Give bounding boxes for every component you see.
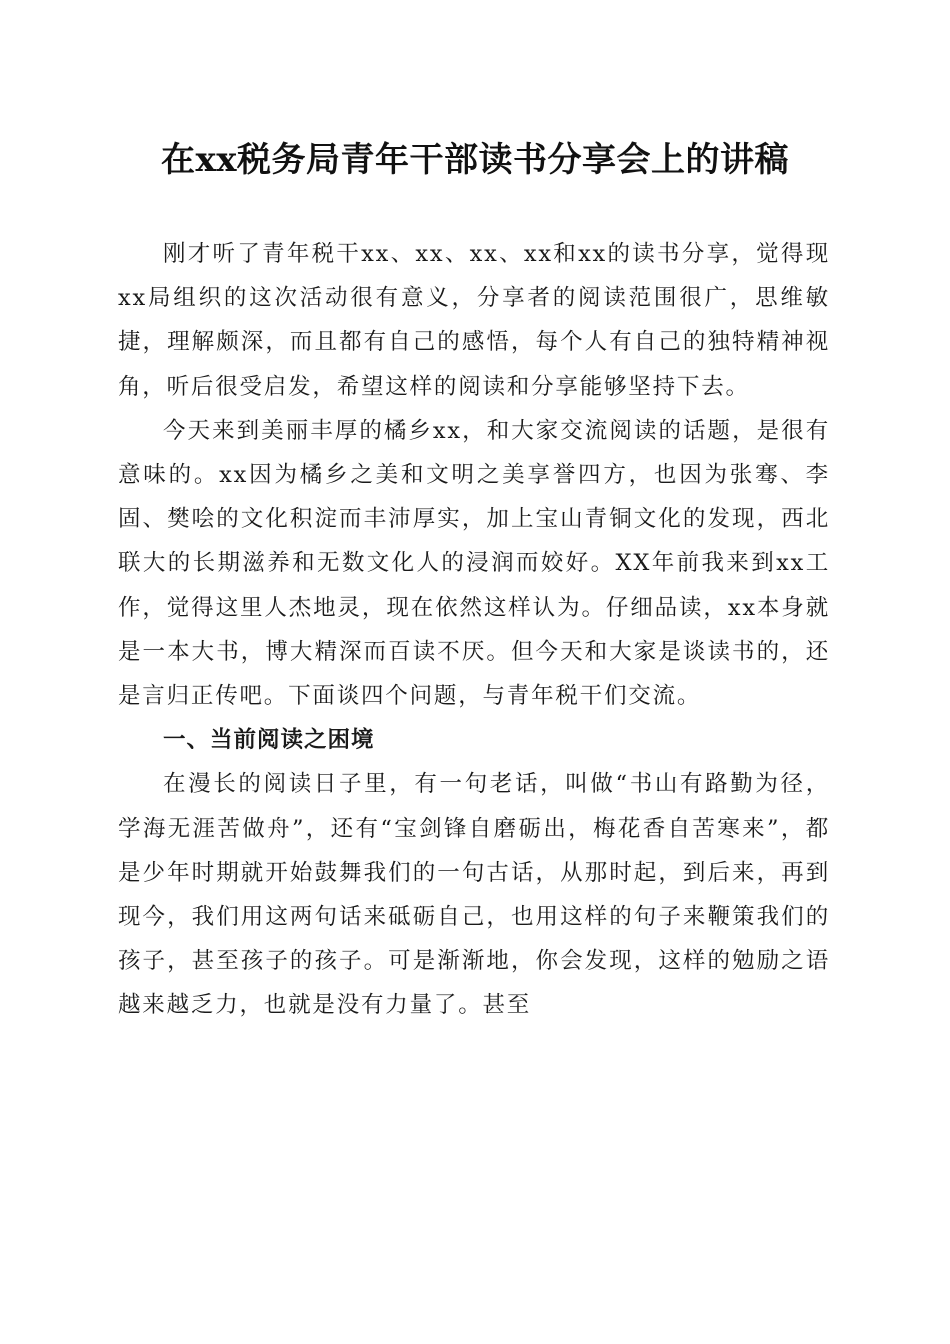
document-title: 在xx税务局青年干部读书分享会上的讲稿 xyxy=(160,140,790,180)
paragraph-context: 今天来到美丽丰厚的橘乡xx，和大家交流阅读的话题，是很有意味的。xx因为橘乡之美和文明之美享誉四方，也因为张骞、李固、樊哙的文化积淀而丰沛厚实，加上宝山青铜文化的发现，西北联大的长期滋养和无数文化人的浸润而姣好。XX年前我来到xx工作，觉得这里人杰地灵，现在依然这样认为。仔细品读，xx本身就是一本大书，博大精深而百读不厌。但今天和大家是谈读书的，还是言归正传吧。下面谈四个问题，与青年税干们交流。 xyxy=(118,417,830,710)
paragraph-intro: 刚才听了青年税干xx、xx、xx、xx和xx的读书分享，觉得现xx局组织的这次活动很有意义，分享者的阅读范围很广，思维敏捷，理解颇深，而且都有自己的感悟，每个人有自己的独特精神视角，听后很受启发，希望这样的阅读和分享能够坚持下去。 xyxy=(118,241,830,400)
document-body xyxy=(118,232,830,1028)
paragraph-section-one: 在漫长的阅读日子里，有一句老话，叫做“书山有路勤为径，学海无涯苦做舟”，还有“宝剑锋自磨砺出，梅花香自苦寒来”，都是少年时期就开始鼓舞我们的一句古话，从那时起，到后来，再到现今，我们用这两句话来砥砺自己，也用这样的句子来鞭策我们的孩子，甚至孩子的孩子。可是渐渐地，你会发现，这样的勉励之语越来越乏力，也就是没有力量了。甚至 xyxy=(118,771,830,1019)
section-heading: 一、当前阅读之困境 xyxy=(163,727,375,754)
